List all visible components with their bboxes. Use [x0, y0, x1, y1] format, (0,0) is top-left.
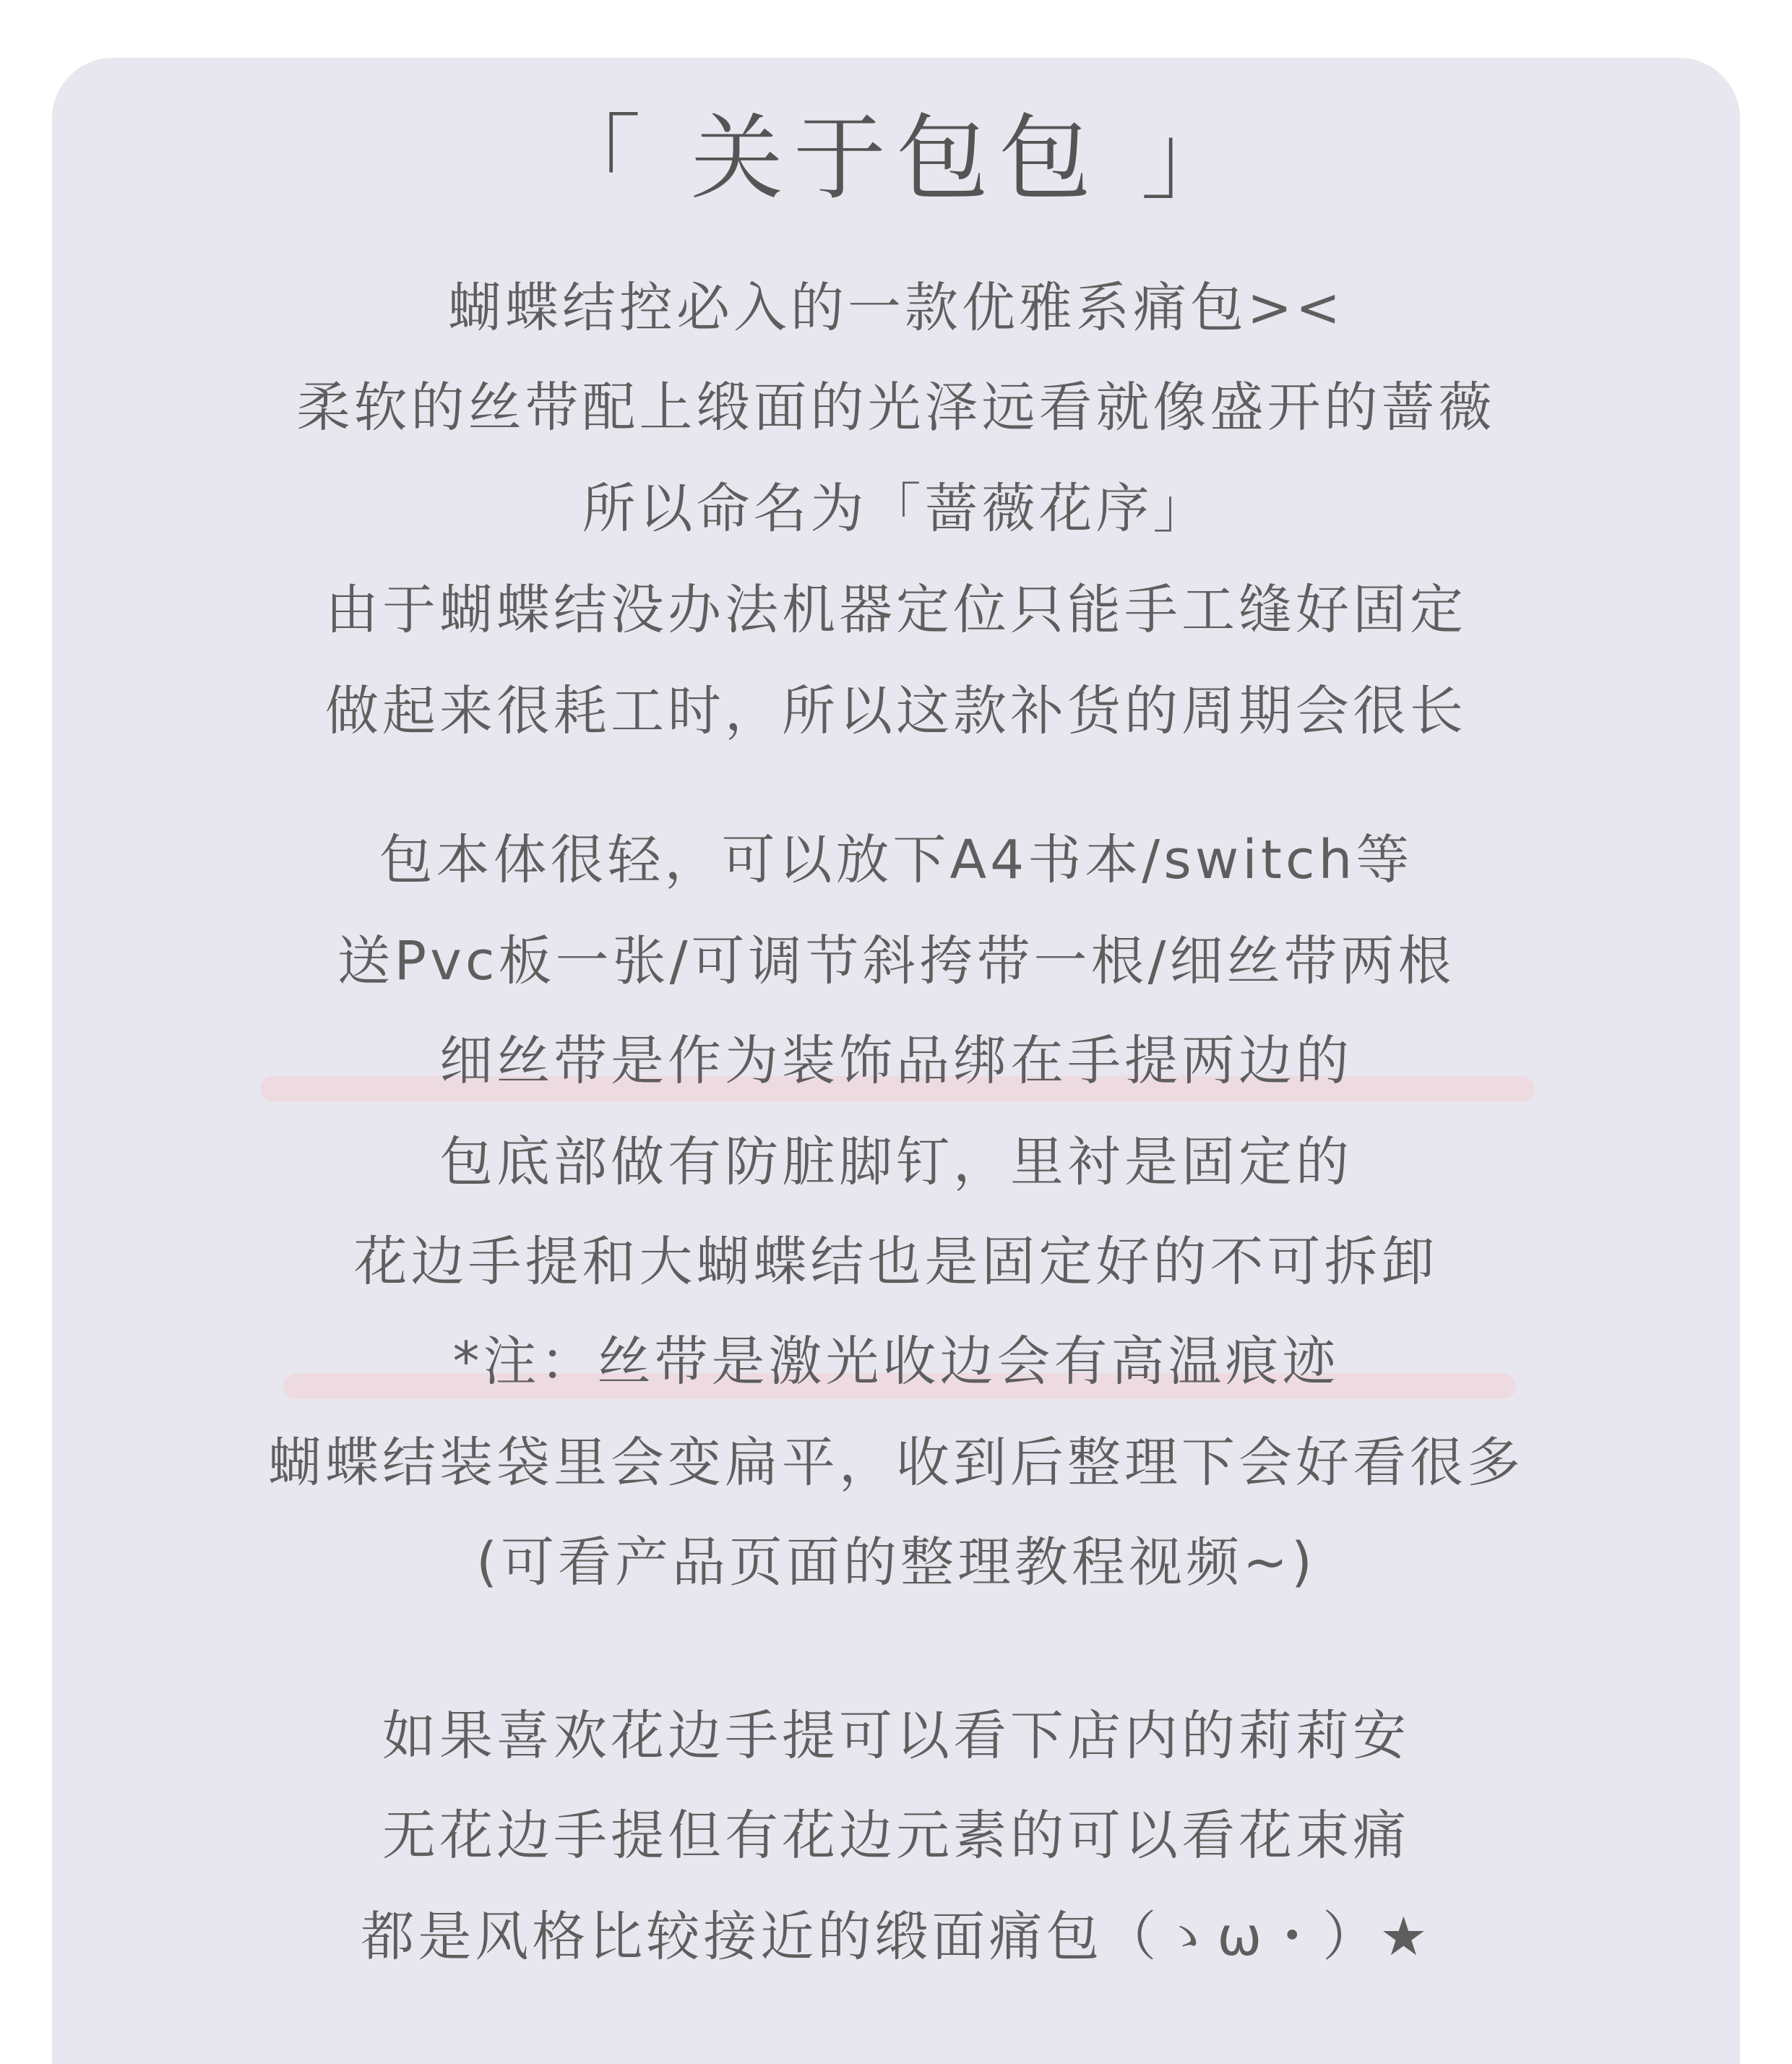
- paragraph1-line-3: 所以命名为「蔷薇花序」: [582, 478, 1210, 540]
- paragraph2-line-4: 包底部做有防脏脚钉，里衬是固定的: [439, 1131, 1353, 1193]
- paragraph1-line-1: 蝴蝶结控必入的一款优雅系痛包><: [447, 277, 1344, 339]
- paragraph2-line-2: 送Pvc板一张/可调节斜挎带一根/细丝带两根: [337, 930, 1455, 992]
- paragraph3-line-2: 无花边手提但有花边元素的可以看花束痛: [382, 1805, 1410, 1867]
- paragraph3-line-3: 都是风格比较接近的缎面痛包（ゝω・）★: [361, 1906, 1431, 1968]
- paragraph3-line-1: 如果喜欢花边手提可以看下店内的莉莉安: [382, 1705, 1410, 1767]
- paragraph1-line-2: 柔软的丝带配上缎面的光泽远看就像盛开的蔷薇: [296, 377, 1496, 439]
- section-title: 「 关于包包 」: [548, 105, 1244, 212]
- paragraph2-line-8: (可看产品页面的整理教程视频~): [476, 1531, 1316, 1594]
- paragraph1-line-4: 由于蝴蝶结没办法机器定位只能手工缝好固定: [325, 579, 1467, 641]
- paragraph2-line-5: 花边手提和大蝴蝶结也是固定好的不可拆卸: [353, 1231, 1439, 1293]
- paragraph2-line-3: 细丝带是作为装饰品绑在手提两边的: [439, 1030, 1353, 1092]
- paragraph2-line-7: 蝴蝶结装袋里会变扁平，收到后整理下会好看很多: [268, 1432, 1524, 1494]
- paragraph1-line-5: 做起来很耗工时，所以这款补货的周期会很长: [325, 680, 1467, 742]
- paragraph2-line-6: *注：丝带是激光收边会有高温痕迹: [452, 1330, 1340, 1393]
- paragraph2-line-1: 包本体很轻，可以放下A4书本/switch等: [379, 829, 1413, 891]
